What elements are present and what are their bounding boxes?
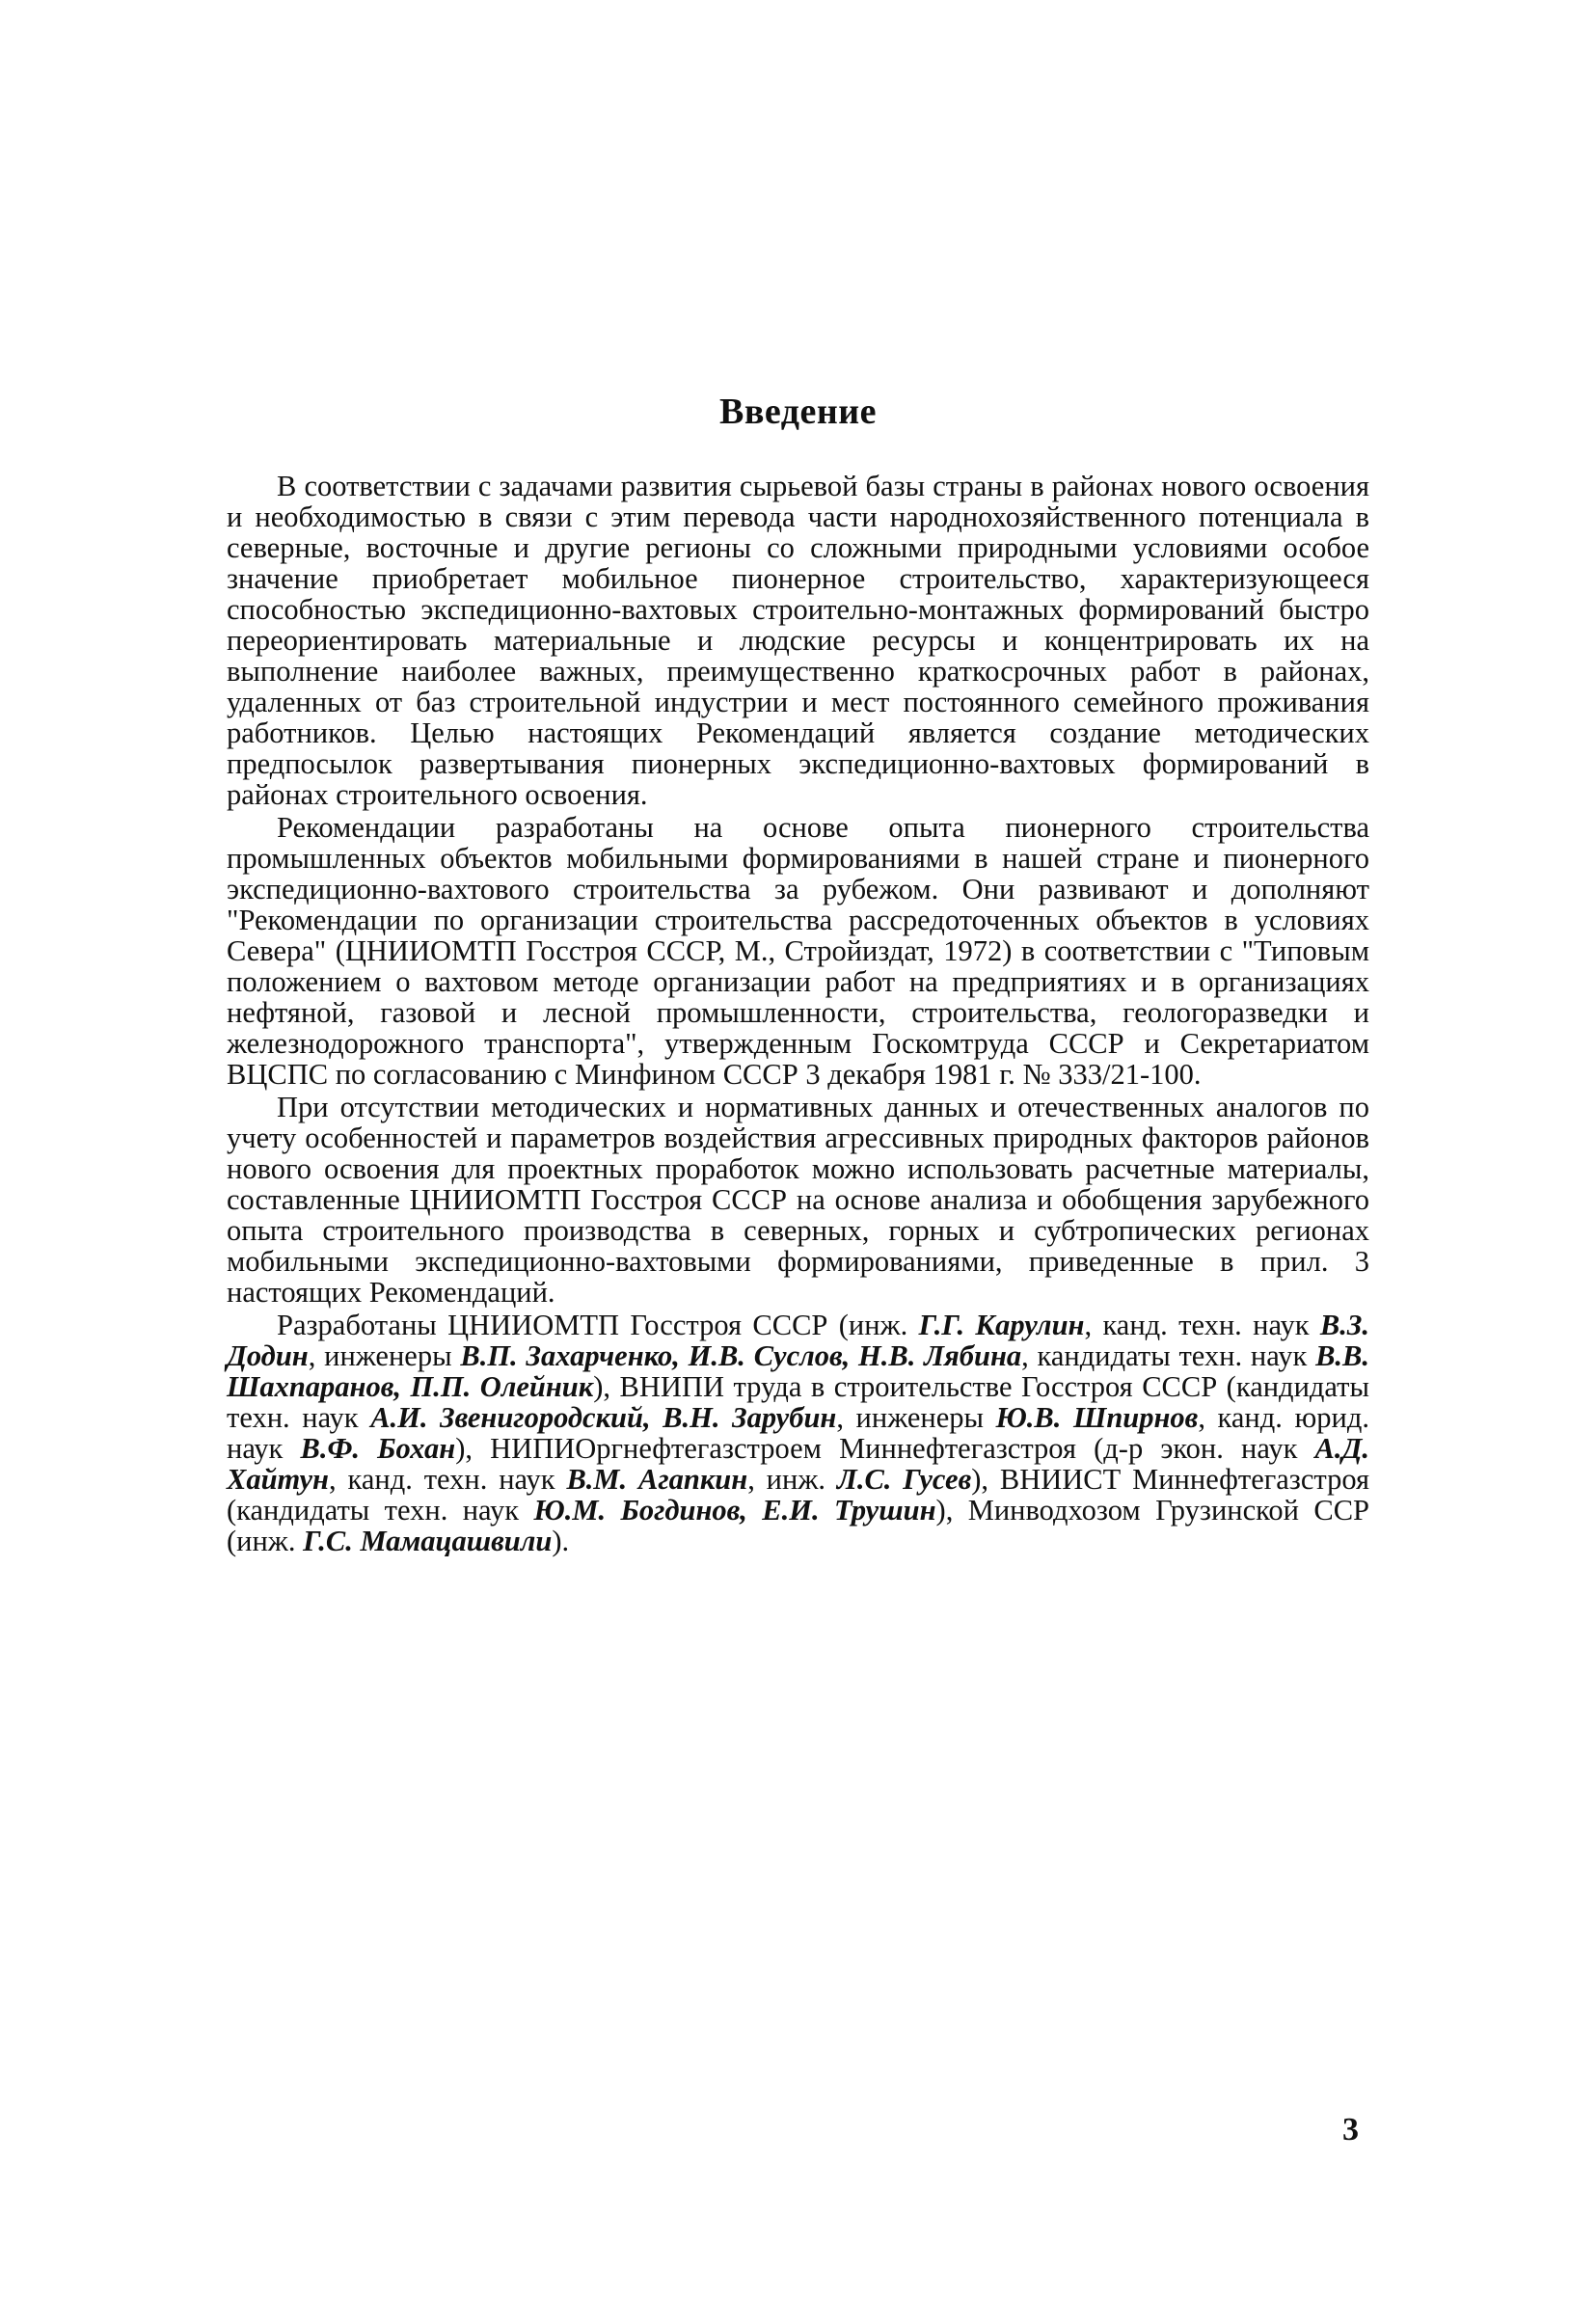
document-body	[227, 471, 1369, 1556]
author-name: Г.С. Мамацашвили	[303, 1525, 553, 1557]
author-name: Ю.В. Шпирнов	[995, 1401, 1199, 1434]
author-name: В.П. Захарченко, И.В. Суслов, Н.В. Лябина	[460, 1339, 1022, 1372]
author-name: Л.С. Гусев	[836, 1463, 972, 1496]
authors-text: , инженеры	[308, 1339, 461, 1372]
authors-text: ), ВНИПИ труда в строительстве Госстроя СССР (кандидаты техн. наук	[227, 1370, 1369, 1434]
authors-text: , канд. юрид. наук	[227, 1401, 1369, 1465]
authors-text: , кандидаты техн. наук	[1021, 1339, 1316, 1372]
page-number: 3	[1342, 2112, 1359, 2148]
authors-text: ), ВНИИСТ Миннефтегазстроя (кандидаты техн. наук	[227, 1463, 1370, 1527]
authors-text: ), Минводхозом Грузинской ССР (инж.	[227, 1494, 1370, 1557]
author-name: В.В. Шахпаранов, П.П. Олейник	[227, 1339, 1369, 1403]
author-name: А.Д. Хайтун	[227, 1432, 1369, 1496]
author-name: В.М. Агапкин	[566, 1463, 748, 1496]
authors-text: , канд. техн. наук	[329, 1463, 567, 1496]
authors-text: , инж.	[747, 1463, 837, 1496]
author-name: В.Ф. Бохан	[300, 1432, 456, 1465]
authors-text: Разработаны ЦНИИОМТП Госстроя СССР (инж.	[277, 1309, 919, 1341]
author-name: Г.Г. Карулин	[918, 1309, 1085, 1341]
author-name: Ю.М. Богдинов, Е.И. Трушин	[533, 1494, 936, 1527]
paragraph-basis: Рекомендации разработаны на основе опыта пионерного строительства промышленных объектов мобильными формированиями в нашей стране и пионерного экспедиционно-вахтового строительства за рубежом. Они развивают и дополняют "Рекомендации по организации строительства рассредоточенных объектов в условиях Севера" (ЦНИИОМТП Госстроя СССР, М., Стройиздат, 1972) в соответствии с "Типовым положением о вахтовом методе организации работ на предприятиях и в организациях нефтяной, газовой и лесной промышленности, строительства, геологоразведки и железнодорожного транспорта", утвержденным Госкомтруда СССР и Секретариатом ВЦСПС по согласованию с Минфином СССР 3 декабря 1981 г. № 333/21-100.	[227, 811, 1369, 1091]
page-title: Введение	[719, 392, 877, 432]
authors-text: , канд. техн. наук	[1084, 1309, 1320, 1341]
authors-text: ).	[552, 1525, 570, 1557]
author-name: В.З. Додин	[227, 1309, 1369, 1372]
authors-text: ), НИПИОргнефтегазстроем Миннефтегазстроя (д-р экон. наук	[455, 1432, 1315, 1465]
author-name: А.И. Звенигородский, В.Н. Зарубин	[370, 1401, 837, 1434]
paragraph-authors	[227, 1310, 1369, 1556]
authors-text: , инженеры	[836, 1401, 996, 1434]
paragraph-materials: При отсутствии методических и нормативных данных и отечественных аналогов по учету особенностей и параметров воздействия агрессивных природных факторов районов нового освоения для проектных проработок можно использовать расчетные материалы, составленные ЦНИИОМТП Госстроя СССР на основе анализа и обобщения зарубежного опыта строительного производства в северных, горных и субтропических регионах мобильными экспедиционно-вахтовыми формированиями, приведенные в прил. 3 настоящих Рекомендаций.	[227, 1091, 1369, 1309]
paragraph-intro: В соответствии с задачами развития сырьевой базы страны в районах нового освоения и необходимостью в связи с этим перевода части народнохозяйственного потенциала в северные, восточные и другие регионы со сложными природными условиями особое значение приобретает мобильное пионерное строительство, характеризующееся способностью экспедиционно-вахтовых строительно-монтажных формирований быстро переориентировать материальные и людские ресурсы и концентрировать их на выполнение наиболее важных, преимущественно краткосрочных работ в районах, удаленных от баз строительной индустрии и мест постоянного семейного проживания работников. Целью настоящих Рекомендаций является создание методических предпосылок развертывания пионерных экспедиционно-вахтовых формирований в районах строительного освоения.	[227, 470, 1369, 811]
